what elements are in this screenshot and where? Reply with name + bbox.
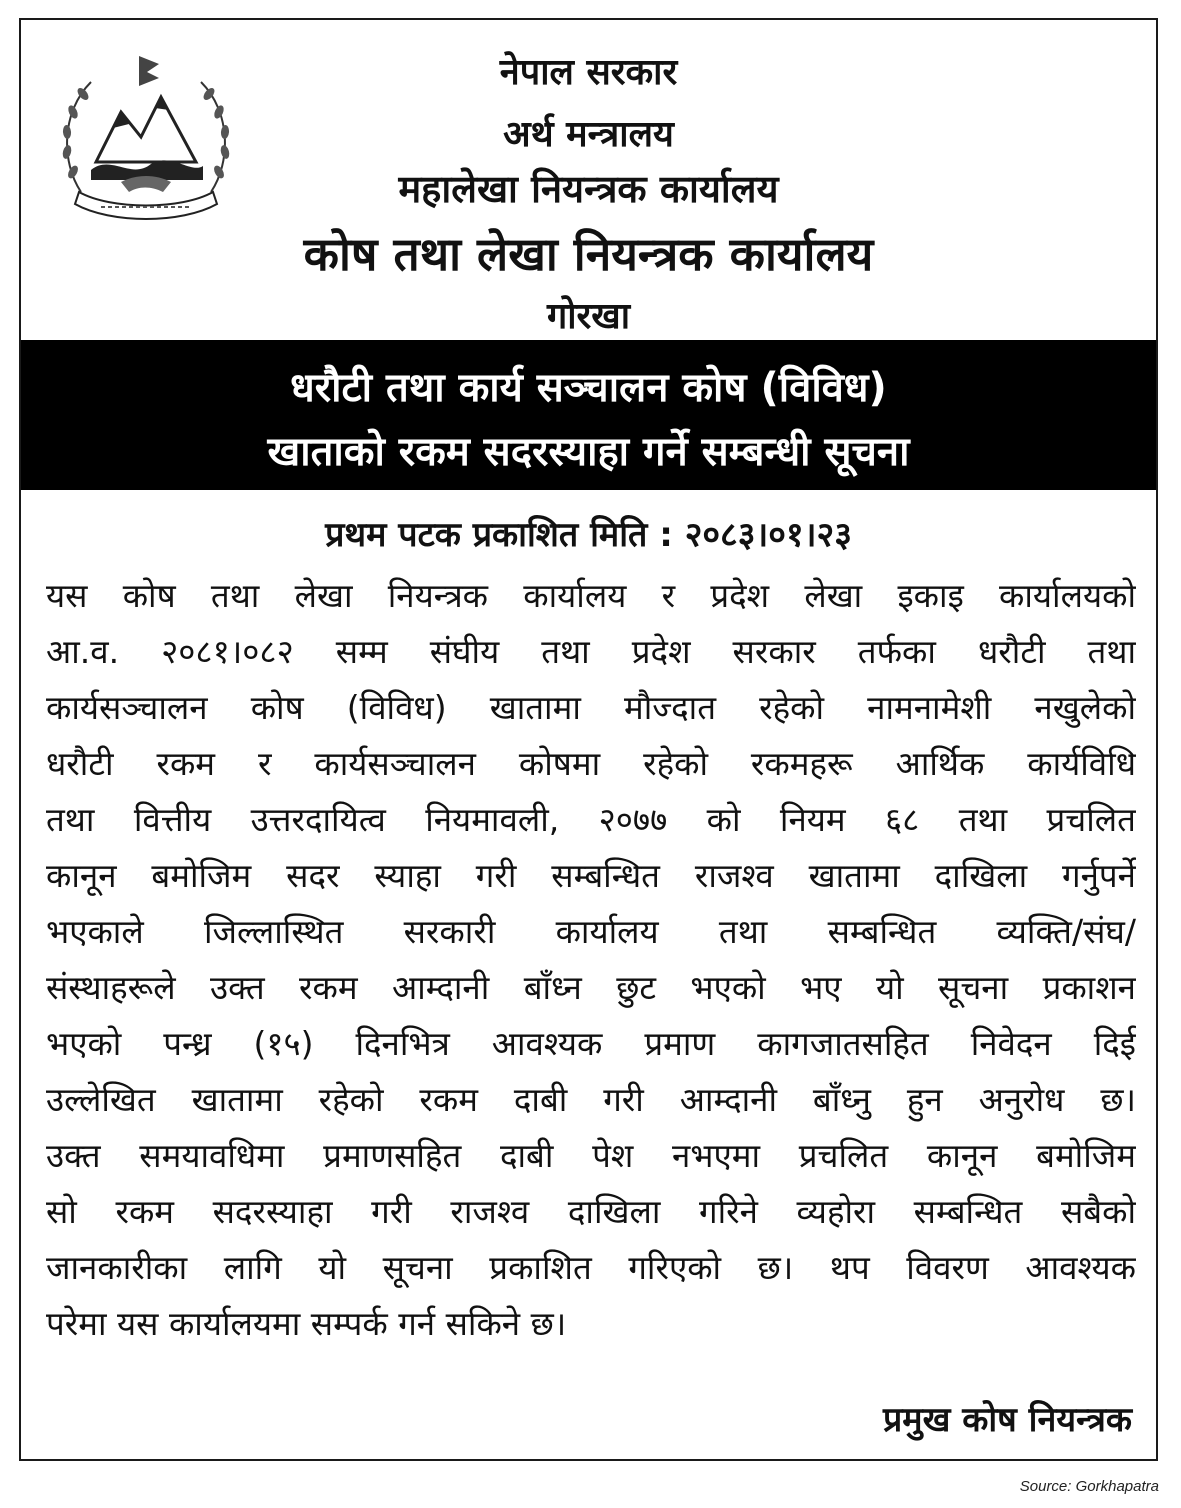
body-line: तथा वित्तीय उत्तरदायित्व नियमावली, २०७७ को नियम ६८ तथा प्रचलित [46,800,1136,839]
header-fcgo: महालेखा नियन्त्रक कार्यालय [398,167,779,211]
notice-title-line-1: धरौटी तथा कार्य सञ्चालन कोष (विविध) [290,365,887,411]
body-line: धरौटी रकम र कार्यसञ्चालन कोषमा रहेको रकमहरू आर्थिक कार्यविधि [46,744,1136,783]
body-line: कार्यसञ्चालन कोष (विविध) खातामा मौज्दात रहेको नामनामेशी नखुलेको [46,688,1136,727]
notice-body [46,568,1136,1352]
body-line: सो रकम सदरस्याहा गरी राजश्व दाखिला गरिने व्यहोरा सम्बन्धित सबैको [46,1192,1136,1231]
notice-frame [19,18,1158,1461]
notice-title-band [21,340,1156,490]
header-government: नेपाल सरकार [499,52,678,93]
notice-title-line-2: खाताको रकम सदरस्याहा गर्ने सम्बन्धी सूचना [267,429,910,475]
body-line: आ.व. २०८१।०८२ सम्म संघीय तथा प्रदेश सरकार तर्फका धरौटी तथा [46,632,1136,671]
body-line: कानून बमोजिम सदर स्याहा गरी सम्बन्धित राजश्व खातामा दाखिला गर्नुपर्ने [46,856,1136,895]
body-line: भएको पन्ध्र (१५) दिनभित्र आवश्यक प्रमाण कागजातसहित निवेदन दिई [46,1024,1136,1063]
body-line: परेमा यस कार्यालयमा सम्पर्क गर्न सकिने छ। [46,1304,567,1343]
body-line: उल्लेखित खातामा रहेको रकम दाबी गरी आम्दानी बाँध्नु हुन अनुरोध छ। [46,1080,1136,1119]
source-credit: Source: Gorkhapatra [1019,1478,1159,1495]
signature-designation: प्रमुख कोष नियन्त्रक [882,1400,1132,1440]
header-ministry: अर्थ मन्त्रालय [503,114,674,155]
header-district: गोरखा [546,296,631,337]
body-line: यस कोष तथा लेखा नियन्त्रक कार्यालय र प्रदेश लेखा इकाइ कार्यालयको [46,576,1136,615]
body-line: भएकाले जिल्लास्थित सरकारी कार्यालय तथा सम्बन्धित व्यक्ति/संघ/ [46,912,1136,951]
publication-date: प्रथम पटक प्रकाशित मिति : २०८३।०१।२३ [325,515,852,555]
body-line: संस्थाहरूले उक्त रकम आम्दानी बाँध्न छुट भएको भए यो सूचना प्रकाशन [46,968,1136,1007]
body-line: जानकारीका लागि यो सूचना प्रकाशित गरिएको छ। थप विवरण आवश्यक [46,1248,1136,1287]
body-line: उक्त समयावधिमा प्रमाणसहित दाबी पेश नभएमा प्रचलित कानून बमोजिम [46,1136,1136,1175]
header-office: कोष तथा लेखा नियन्त्रक कार्यालय [303,227,874,281]
